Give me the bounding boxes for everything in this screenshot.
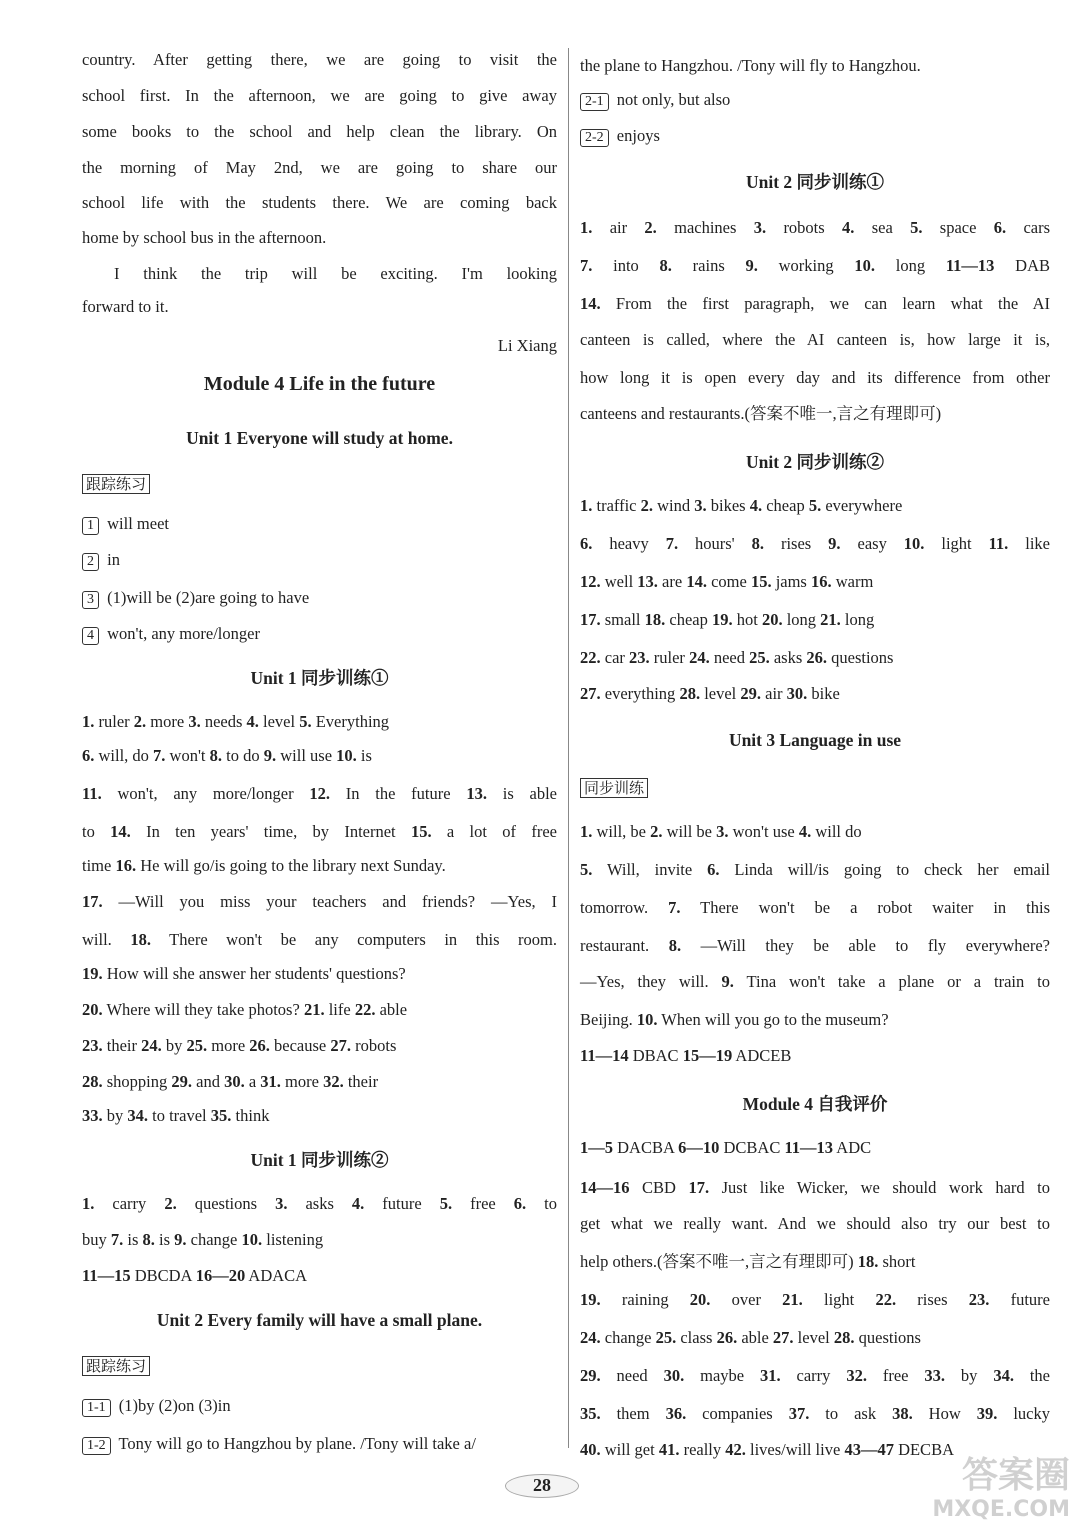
letter-line: home by school bus in the afternoon. [82,228,327,247]
item-answer: not only, but also [612,90,731,109]
answer-line: 27. everything 28. level 29. air 30. bike [580,684,840,703]
track-item [580,90,1050,111]
answer-line: 1. will, be 2. will be 3. won't use 4. will do [580,822,862,841]
sync-practice-tag-label: 同步训练 [580,778,648,798]
section-title: Unit 1 同步训练② [250,1150,389,1170]
answer-line: 17. small 18. cheap 19. hot 20. long 21. long [580,610,875,629]
track-item [82,550,557,571]
letter-line: some books to the school and help clean the library. On [82,122,557,141]
answer-line: 1—5 DACBA 6—10 DCBAC 11—13 ADC [580,1138,872,1157]
answer-line: get what we really want. And we should also try our best to [580,1214,1050,1233]
module-title: Module 4 Life in the future [203,373,436,395]
item-number-box: 4 [82,627,99,645]
answer-line: 11. won't, any more/longer 12. In the future 13. is able [82,784,557,803]
track-practice-tag [82,474,557,494]
track-item [580,126,1050,147]
answer-line: 19. How will she answer her students' questions? [82,964,406,983]
item-number-box: 3 [82,591,99,609]
answer-line: 24. change 25. class 26. able 27. level 28. questions [580,1328,921,1347]
answer-line: 1. air 2. machines 3. robots 4. sea 5. space 6. cars [580,218,1051,237]
item-answer: Tony will go to Hangzhou by plane. /Tony will take a/ [114,1434,476,1453]
answer-line: 14—16 CBD 17. Just like Wicker, we should work hard to [580,1178,1050,1197]
answer-line: 6. heavy 7. hours' 8. rises 9. easy 10. light 11. like [580,534,1050,553]
answer-line: tomorrow. 7. There won't be a robot waiter in this [580,898,1050,917]
item-number-box: 1 [82,517,99,535]
answer-line: 20. Where will they take photos? 21. life 22. able [82,1000,408,1019]
item-number-box: 1-1 [82,1399,111,1417]
letter-closing: I think the trip will be exciting. I'm looking [114,264,557,283]
answer-line: 11—14 DBAC 15—19 ADCEB [580,1046,792,1065]
answer-line: 11—15 DBCDA 16—20 ADACA [82,1266,308,1285]
item-answer: will meet [103,514,169,533]
answer-line: 23. their 24. by 25. more 26. because 27. robots [82,1036,397,1055]
answer-line: how long it is open every day and its difference from other [580,368,1050,387]
item-number-box: 2-2 [580,129,609,147]
track-practice-tag-label: 跟踪练习 [82,1356,150,1376]
item-number-box: 1-2 [82,1437,111,1455]
answer-line: 19. raining 20. over 21. light 22. rises 23. future [580,1290,1050,1309]
answer-line: canteen is called, where the AI canteen is, how large it is, [580,330,1050,349]
track-practice-tag [82,1356,557,1376]
track-item [82,1396,557,1417]
answer-line: 22. car 23. ruler 24. need 25. asks 26. questions [580,648,894,667]
answer-line: 40. will get 41. really 42. lives/will live 43—47 DECBA [580,1440,954,1459]
letter-line: the morning of May 2nd, we are going to share our [82,158,557,177]
unit-title: Unit 3 Language in use [728,730,902,750]
answer-line: 28. shopping 29. and 30. a 31. more 32. their [82,1072,379,1091]
item-answer: enjoys [612,126,660,145]
answer-line: canteens and restaurants.(答案不唯一,言之有理即可) [580,404,942,423]
letter-line: school first. In the afternoon, we are going to give away [82,86,557,105]
answer-line: restaurant. 8. —Will they be able to fly everywhere? [580,936,1050,955]
column-divider [568,48,569,1448]
letter-line: country. After getting there, we are going to visit the [82,50,557,69]
track-item [82,588,557,609]
answer-line: 5. Will, invite 6. Linda will/is going to check her email [580,860,1050,879]
unit-title: Unit 1 Everyone will study at home. [186,428,453,448]
letter-line: school life with the students there. We are coming back [82,193,557,212]
item-answer: in [103,550,120,569]
answer-line: 35. them 36. companies 37. to ask 38. How 39. lucky [580,1404,1050,1423]
answer-line: time 16. He will go/is going to the library next Sunday. [82,856,446,875]
answer-line: help others.(答案不唯一,言之有理即可) 18. short [580,1252,916,1271]
item-number-box: 2-1 [580,93,609,111]
item-answer: won't, any more/longer [103,624,260,643]
answer-line: will. 18. There won't be any computers in this room. [82,930,558,949]
watermark-logo-text: 答案圈 [961,1455,1070,1496]
unit-title: Unit 2 Every family will have a small plane. [156,1310,483,1330]
watermark-url: MXQE.COM [932,1497,1070,1522]
answer-line: Beijing. 10. When will you go to the museum? [580,1010,889,1029]
item-number-box: 2 [82,553,99,571]
answer-line: to 14. In ten years' time, by Internet 15. a lot of free [82,822,557,841]
track-item [82,1434,557,1455]
letter-closing: forward to it. [82,297,169,316]
item-answer: (1)will be (2)are going to have [103,588,310,607]
track-item [82,624,557,645]
answer-line: 1. carry 2. questions 3. asks 4. future 5. free 6. to [82,1194,557,1213]
answer-line: buy 7. is 8. is 9. change 10. listening [82,1230,324,1249]
answer-line: 1. ruler 2. more 3. needs 4. level 5. Everything [82,712,390,731]
section-title: Unit 2 同步训练① [745,172,885,192]
answer-line: 1. traffic 2. wind 3. bikes 4. cheap 5. everywhere [580,496,903,515]
answer-line: 12. well 13. are 14. come 15. jams 16. warm [580,572,874,591]
answer-line: 6. will, do 7. won't 8. to do 9. will use 10. is [82,746,372,765]
watermark [870,1455,1070,1535]
section-title: Unit 1 同步训练① [250,668,389,688]
sync-practice-tag [580,778,1050,798]
section-title: Module 4 自我评价 [742,1094,888,1114]
answer-line: 7. into 8. rains 9. working 10. long 11—13 DAB [580,256,1051,275]
answer-line: 14. From the first paragraph, we can learn what the AI [580,294,1050,313]
track-item [82,514,557,535]
page-number: 28 [505,1470,579,1500]
letter-signature: Li Xiang [497,336,557,355]
answer-line: the plane to Hangzhou. /Tony will fly to Hangzhou. [580,56,921,75]
answer-line: 17. —Will you miss your teachers and friends? —Yes, I [82,892,557,911]
answer-line: —Yes, they will. 9. Tina won't take a plane or a train to [580,972,1050,991]
section-title: Unit 2 同步训练② [745,452,885,472]
item-answer: (1)by (2)on (3)in [114,1396,231,1415]
track-practice-tag-label: 跟踪练习 [82,474,150,494]
answer-line: 33. by 34. to travel 35. think [82,1106,270,1125]
answer-line: 29. need 30. maybe 31. carry 32. free 33. by 34. the [580,1366,1050,1385]
